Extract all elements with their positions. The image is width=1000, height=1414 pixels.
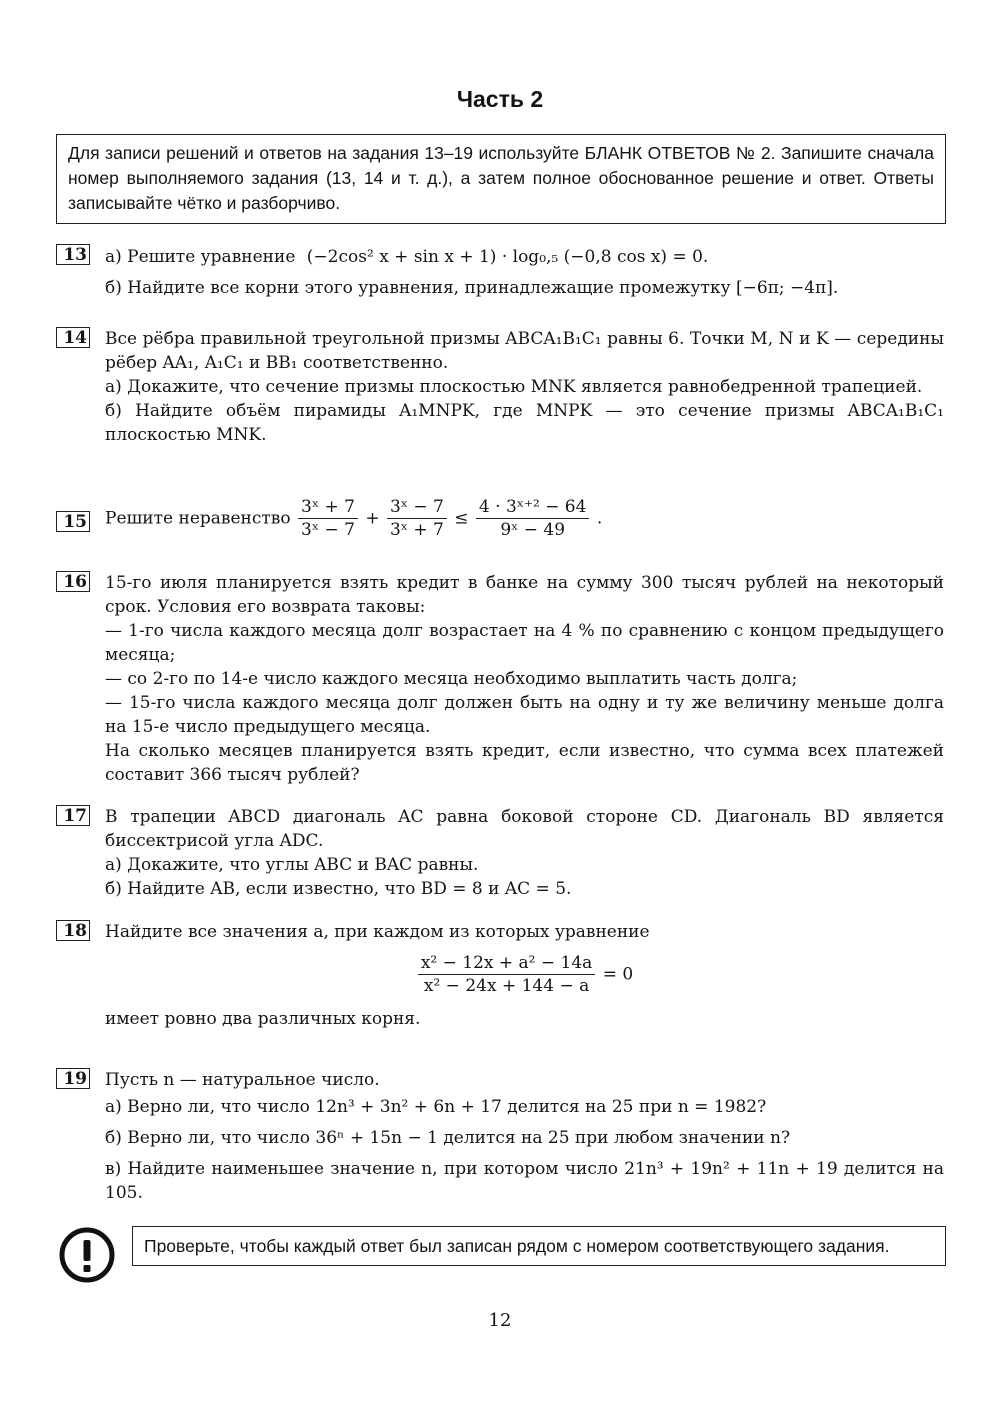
task-number: 13 [56, 244, 90, 265]
fraction [418, 952, 596, 997]
task-body [105, 1068, 944, 1205]
numerator: x² − 12x + a² − 14a [418, 952, 596, 975]
task-text: б) Найдите объём пирамиды A₁MNPK, где MNPK — это сечение призмы ABCA₁B₁C₁ плоскостью MNK. [105, 401, 944, 445]
instructions-box: Для записи решений и ответов на задания 13–19 используйте БЛАНК ОТВЕТОВ № 2. Запишите сначала номер выполняемого задания (13, 14 и т. д.), а затем полное обоснованное решение и ответ. Ответы записывайте чётко и разборчиво. [56, 134, 946, 224]
task-16 [56, 571, 944, 787]
task-body [105, 805, 944, 901]
task-number: 17 [56, 805, 90, 826]
warning-box: Проверьте, чтобы каждый ответ был записан рядом с номером соответствующего задания. [132, 1226, 946, 1266]
task-text: На сколько месяцев планируется взять кредит, если известно, что сумма всех платежей составит 366 тысяч рублей? [105, 741, 944, 785]
task-text: а) Решите уравнение [105, 247, 296, 267]
task-text: Пусть n — натуральное число. [105, 1070, 380, 1090]
task-19 [56, 1068, 944, 1205]
task-text: а) Докажите, что сечение призмы плоскостью MNK является равнобедренной трапецией. [105, 377, 923, 397]
denominator: x² − 24x + 144 − a [423, 976, 590, 996]
denominator: 3ˣ − 7 [301, 520, 355, 540]
task-text: — 15-го числа каждого месяца долг должен быть на одну и ту же величину меньше долга на 15-е число предыдущего месяца. [105, 693, 944, 737]
exclamation-icon [58, 1226, 116, 1284]
task-body [105, 920, 944, 1031]
denominator: 3ˣ + 7 [389, 520, 444, 540]
task-number: 14 [56, 327, 90, 348]
fraction [476, 496, 590, 541]
task-text: Все рёбра правильной треугольной призмы ABCA₁B₁C₁ равны 6. Точки M, N и K — середины рёбер AA₁, A₁C₁ и BB₁ соответственно. [105, 329, 944, 373]
task-14 [56, 327, 944, 447]
task-text: Найдите все значения a, при каждом из которых уравнение [105, 922, 650, 942]
equals-zero: = 0 [602, 964, 634, 985]
task-text: а) Докажите, что углы ABC и BAC равны. [105, 855, 479, 875]
task-body [105, 496, 944, 541]
plus-sign: + [365, 508, 380, 529]
page-number: 12 [488, 1310, 512, 1331]
le-sign: ≤ [454, 508, 469, 529]
task-15 [56, 496, 944, 541]
task-text: имеет ровно два различных корня. [105, 1009, 421, 1029]
task-text: — 1-го числа каждого месяца долг возрастает на 4 % по сравнению с концом предыдущего месяца; [105, 621, 944, 665]
task-17 [56, 805, 944, 901]
task-text: — со 2-го по 14-е число каждого месяца необходимо выплатить часть долга; [105, 669, 798, 689]
equation [105, 952, 944, 997]
numerator: 3ˣ + 7 [298, 496, 358, 519]
page-title: Часть 2 [456, 86, 544, 112]
task-text: б) Верно ли, что число 36ⁿ + 15n − 1 делится на 25 при любом значении n? [105, 1128, 791, 1148]
task-body [105, 244, 944, 300]
numerator: 4 · 3ˣ⁺² − 64 [476, 496, 590, 519]
task-text: б) Найдите AB, если известно, что BD = 8 и AC = 5. [105, 879, 572, 899]
task-number: 16 [56, 571, 90, 592]
task-text: а) Верно ли, что число 12n³ + 3n² + 6n + 17 делится на 25 при n = 1982? [105, 1097, 767, 1117]
equation: (−2cos² x + sin x + 1) · log₀,₅ (−0,8 cos x) = 0. [306, 247, 709, 267]
task-number: 15 [56, 511, 90, 532]
task-text: В трапеции ABCD диагональ AC равна боковой стороне CD. Диагональ BD является биссектрисой угла ADC. [105, 807, 944, 851]
period: . [596, 508, 603, 529]
fraction [298, 496, 358, 541]
task-text: в) Найдите наименьшее значение n, при котором число 21n³ + 19n² + 11n + 19 делится на 105. [105, 1159, 944, 1203]
task-body [105, 327, 944, 447]
task-number: 19 [56, 1068, 90, 1089]
task-text: 15-го июля планируется взять кредит в банке на сумму 300 тысяч рублей на некоторый срок. Условия его возврата таковы: [105, 573, 944, 617]
numerator: 3ˣ − 7 [387, 496, 447, 519]
fraction [387, 496, 447, 541]
task-number: 18 [56, 920, 90, 941]
denominator: 9ˣ − 49 [500, 520, 566, 540]
task-body [105, 571, 944, 787]
task-text: Решите неравенство [105, 508, 291, 529]
task-text: б) Найдите все корни этого уравнения, принадлежащие промежутку [−6π; −4π]. [105, 278, 839, 298]
task-13 [56, 244, 944, 300]
task-18 [56, 920, 944, 1031]
